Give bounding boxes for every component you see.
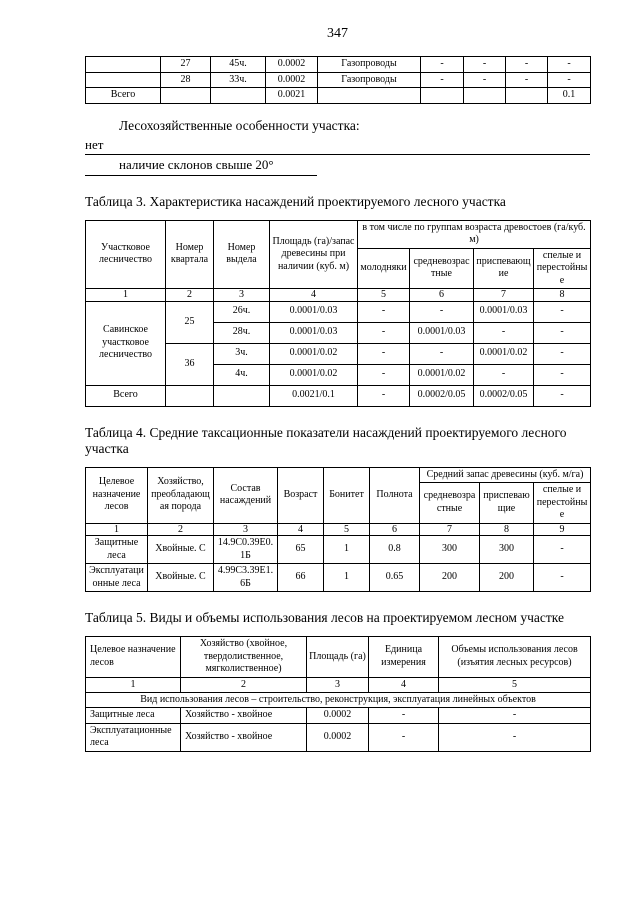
cell: - (358, 343, 410, 364)
cell: - (369, 723, 439, 751)
cell: 0.0001/0.03 (270, 301, 358, 322)
column-numbers-row (86, 289, 591, 302)
usage-type-row (86, 692, 591, 708)
cell-kvartal: 25 (166, 301, 214, 343)
cell: Защитные леса (86, 536, 148, 564)
header-group-cell: в том числе по группам возраста древостоев (га/куб. м) (358, 220, 591, 248)
table-row-total (86, 88, 591, 104)
cell: Защитные леса (86, 708, 181, 724)
table-row-total (86, 385, 591, 406)
cell-total-label: Всего (86, 385, 166, 406)
cell: 0.0002 (266, 57, 318, 73)
cell: 0.0002 (307, 723, 369, 751)
cell: - (358, 364, 410, 385)
cell: 3 (214, 289, 270, 302)
cell: 4ч. (214, 364, 270, 385)
cell: Хвойные. С (148, 536, 214, 564)
header-cell: Состав насаждений (214, 467, 278, 523)
header-row (86, 637, 591, 678)
header-cell: спелые и перестойные (534, 248, 591, 289)
cell: 28ч. (214, 322, 270, 343)
table-row (86, 301, 591, 322)
cell: 200 (480, 564, 534, 592)
cell: 0.0001/0.03 (270, 322, 358, 343)
cell: 7 (420, 523, 480, 536)
cell: - (534, 564, 591, 592)
cell: 8 (534, 289, 591, 302)
cell-forestry: Савинское участковое лесничество (86, 301, 166, 385)
cell (506, 88, 548, 104)
cell: - (439, 708, 591, 724)
column-numbers-row (86, 677, 591, 692)
cell: 0.0001/0.02 (474, 343, 534, 364)
cell: Газопроводы (318, 72, 421, 88)
table4-title: Таблица 4. Средние таксационные показатели насаждений проектируемого лесного участка (85, 424, 567, 456)
cell: - (410, 301, 474, 322)
cell: - (439, 723, 591, 751)
cell-kvartal: 36 (166, 343, 214, 385)
cell: - (421, 72, 464, 88)
cell (464, 88, 506, 104)
cell (161, 88, 211, 104)
header-row (86, 467, 591, 483)
cell: - (534, 364, 591, 385)
cell: - (358, 322, 410, 343)
cell: 4 (369, 677, 439, 692)
table-row (86, 564, 591, 592)
header-group-cell: Средний запас древесины (куб. м/га) (420, 467, 591, 483)
cell: 0.0002 (266, 72, 318, 88)
cell: 300 (480, 536, 534, 564)
header-cell: Хозяйство (хвойное, твердолиственное, мягколиственное) (181, 637, 307, 678)
cell: 5 (324, 523, 370, 536)
header-cell: средневозрастные (420, 483, 480, 524)
cell: 200 (420, 564, 480, 592)
header-cell: Полнота (370, 467, 420, 523)
cell: - (506, 57, 548, 73)
cell: Хозяйство - хвойное (181, 708, 307, 724)
header-cell: Единица измерения (369, 637, 439, 678)
cell: Всего (86, 88, 161, 104)
cell: Эксплуатационные леса (86, 564, 148, 592)
column-numbers-row (86, 523, 591, 536)
cell: 4 (270, 289, 358, 302)
cell: Эксплуатационные леса (86, 723, 181, 751)
usage-type-cell: Вид использования лесов – строительство, реконструкция, эксплуатация линейных объектов (86, 692, 591, 708)
cell: 5 (439, 677, 591, 692)
cell: - (534, 343, 591, 364)
cell: Газопроводы (318, 57, 421, 73)
cell: 33ч. (211, 72, 266, 88)
cell: - (548, 72, 591, 88)
notes-heading: Лесохозяйственные особенности участка: (119, 117, 360, 133)
header-cell: Целевое назначение лесов (86, 467, 148, 523)
cell: 45ч. (211, 57, 266, 73)
notes-slope-text: наличие склонов свыше 20° (119, 156, 274, 172)
cell: - (506, 72, 548, 88)
table5 (85, 636, 591, 752)
cell: 300 (420, 536, 480, 564)
header-cell: Объемы использования лесов (изъятия лесных ресурсов) (439, 637, 591, 678)
cell: - (534, 536, 591, 564)
cell (86, 57, 161, 73)
header-row (86, 220, 591, 248)
table-row (86, 708, 591, 724)
header-cell: Целевое назначение лесов (86, 637, 181, 678)
cell: Хозяйство - хвойное (181, 723, 307, 751)
cell: 0.0002/0.05 (474, 385, 534, 406)
cell: 7 (474, 289, 534, 302)
header-cell: Возраст (278, 467, 324, 523)
header-cell: приспевающие (480, 483, 534, 524)
cell: - (534, 322, 591, 343)
cell: 2 (148, 523, 214, 536)
cell (214, 385, 270, 406)
table5-title: Таблица 5. Виды и объемы использования лесов на проектируемом лесном участке (85, 610, 564, 625)
cell: 0.65 (370, 564, 420, 592)
header-cell: спелые и перестойные (534, 483, 591, 524)
cell: - (464, 72, 506, 88)
cell: 0.0002 (307, 708, 369, 724)
cell: 4 (278, 523, 324, 536)
cell: 2 (181, 677, 307, 692)
page-number: 347 (327, 26, 348, 41)
cell: 3 (307, 677, 369, 692)
header-cell: Бонитет (324, 467, 370, 523)
header-cell: средневозрастные (410, 248, 474, 289)
cell: 6 (370, 523, 420, 536)
table3 (85, 220, 591, 407)
notes-answer-line (85, 137, 590, 155)
cell (166, 385, 214, 406)
cell (211, 88, 266, 104)
notes-slope-line (85, 155, 317, 176)
cell: 9 (534, 523, 591, 536)
cell: 0.0001/0.03 (410, 322, 474, 343)
cell (86, 72, 161, 88)
cell: 65 (278, 536, 324, 564)
table4 (85, 467, 591, 593)
cell: 26ч. (214, 301, 270, 322)
cell: 28 (161, 72, 211, 88)
cell: 1 (324, 536, 370, 564)
cell: 1 (324, 564, 370, 592)
header-cell: Площадь (га) (307, 637, 369, 678)
header-cell: Хозяйство, преобладающая порода (148, 467, 214, 523)
header-cell: Участковое лесничество (86, 220, 166, 289)
forestry-notes (85, 118, 590, 176)
top-table (85, 56, 591, 104)
cell: 4.99С3.39Е1.6Б (214, 564, 278, 592)
cell: 0.1 (548, 88, 591, 104)
header-cell: приспевающие (474, 248, 534, 289)
cell: - (464, 57, 506, 73)
table-row (86, 57, 591, 73)
cell: 0.0001/0.03 (474, 301, 534, 322)
cell: 0.0001/0.02 (270, 364, 358, 385)
cell: 0.0001/0.02 (270, 343, 358, 364)
cell: 1 (86, 677, 181, 692)
cell: 27 (161, 57, 211, 73)
cell: - (474, 364, 534, 385)
cell: - (358, 301, 410, 322)
cell: 1 (86, 289, 166, 302)
cell: 8 (480, 523, 534, 536)
cell (318, 88, 421, 104)
cell: Хвойные. С (148, 564, 214, 592)
header-cell: Номер квартала (166, 220, 214, 289)
header-cell: Площадь (га)/запас древесины при наличии (куб. м) (270, 220, 358, 289)
cell: 6 (410, 289, 474, 302)
table-row (86, 536, 591, 564)
table-row (86, 72, 591, 88)
cell: - (369, 708, 439, 724)
header-cell: молодняки (358, 248, 410, 289)
cell: 0.0021/0.1 (270, 385, 358, 406)
cell: 0.0002/0.05 (410, 385, 474, 406)
cell: - (534, 301, 591, 322)
cell: 14.9С0.39Е0.1Б (214, 536, 278, 564)
cell: 3 (214, 523, 278, 536)
cell: - (421, 57, 464, 73)
cell: - (358, 385, 410, 406)
header-cell: Номер выдела (214, 220, 270, 289)
cell: - (410, 343, 474, 364)
notes-answer-text: нет (85, 136, 104, 152)
cell: 0.0001/0.02 (410, 364, 474, 385)
cell: 0.8 (370, 536, 420, 564)
cell: - (474, 322, 534, 343)
table3-title: Таблица 3. Характеристика насаждений проектируемого лесного участка (85, 193, 506, 209)
cell: 0.0021 (266, 88, 318, 104)
cell: - (548, 57, 591, 73)
cell: 2 (166, 289, 214, 302)
cell: 3ч. (214, 343, 270, 364)
cell: 1 (86, 523, 148, 536)
cell: - (534, 385, 591, 406)
cell: 5 (358, 289, 410, 302)
cell (421, 88, 464, 104)
cell: 66 (278, 564, 324, 592)
table-row (86, 723, 591, 751)
